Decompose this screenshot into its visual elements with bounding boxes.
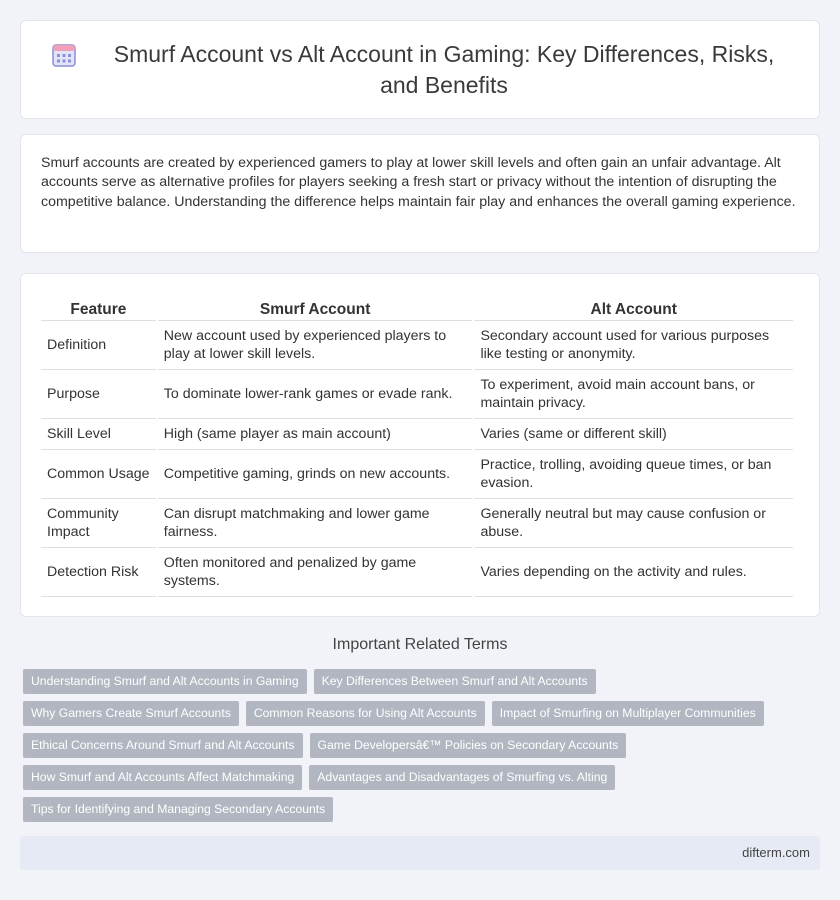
related-term-link[interactable]: Advantages and Disadvantages of Smurfing vs. Alting <box>309 765 615 790</box>
feature-cell: Detection Risk <box>41 548 156 597</box>
intro-card <box>20 134 820 253</box>
table-row <box>41 321 793 370</box>
table-row <box>41 419 793 450</box>
related-term-link[interactable]: Key Differences Between Smurf and Alt Accounts <box>314 669 596 694</box>
feature-cell: Skill Level <box>41 419 156 450</box>
related-terms-list <box>23 669 823 829</box>
feature-cell: Definition <box>41 321 156 370</box>
related-term-link[interactable]: Understanding Smurf and Alt Accounts in Gaming <box>23 669 307 694</box>
footer-site-link[interactable]: difterm.com <box>742 845 810 860</box>
column-header-feature: Feature <box>41 296 156 321</box>
smurf-cell: Often monitored and penalized by game systems. <box>158 548 473 597</box>
alt-cell: Generally neutral but may cause confusion or abuse. <box>474 499 793 548</box>
comparison-table <box>39 296 795 597</box>
table-row <box>41 548 793 597</box>
alt-cell: Varies (same or different skill) <box>474 419 793 450</box>
table-row <box>41 450 793 499</box>
alt-cell: To experiment, avoid main account bans, or maintain privacy. <box>474 370 793 419</box>
feature-cell: Community Impact <box>41 499 156 548</box>
feature-cell: Common Usage <box>41 450 156 499</box>
related-term-link[interactable]: Impact of Smurfing on Multiplayer Communities <box>492 701 764 726</box>
footer <box>20 836 820 870</box>
table-row <box>41 370 793 419</box>
smurf-cell: High (same player as main account) <box>158 419 473 450</box>
related-term-link[interactable]: Tips for Identifying and Managing Secondary Accounts <box>23 797 333 822</box>
table-header-row <box>41 296 793 321</box>
smurf-cell: To dominate lower-rank games or evade rank. <box>158 370 473 419</box>
page-title: Smurf Account vs Alt Account in Gaming: Key Differences, Risks, and Benefits <box>113 40 775 98</box>
alt-cell: Varies depending on the activity and rules. <box>474 548 793 597</box>
smurf-cell: New account used by experienced players to play at lower skill levels. <box>158 321 473 370</box>
column-header-smurf: Smurf Account <box>158 296 473 321</box>
related-term-link[interactable]: Ethical Concerns Around Smurf and Alt Accounts <box>23 733 303 758</box>
smurf-cell: Can disrupt matchmaking and lower game fairness. <box>158 499 473 548</box>
column-header-alt: Alt Account <box>474 296 793 321</box>
comparison-table-card <box>20 273 820 617</box>
related-term-link[interactable]: Why Gamers Create Smurf Accounts <box>23 701 239 726</box>
related-term-link[interactable]: Game Developersâ€™ Policies on Secondary Accounts <box>310 733 627 758</box>
table-row <box>41 499 793 548</box>
header-card <box>20 20 820 119</box>
smurf-cell: Competitive gaming, grinds on new accounts. <box>158 450 473 499</box>
related-term-link[interactable]: Common Reasons for Using Alt Accounts <box>246 701 485 726</box>
feature-cell: Purpose <box>41 370 156 419</box>
calendar-grid-icon <box>51 42 77 68</box>
alt-cell: Practice, trolling, avoiding queue times, or ban evasion. <box>474 450 793 499</box>
related-terms-heading: Important Related Terms <box>332 636 508 653</box>
alt-cell: Secondary account used for various purposes like testing or anonymity. <box>474 321 793 370</box>
intro-paragraph: Smurf accounts are created by experienced gamers to play at lower skill levels and often gain an unfair advantage. Alt accounts serve as alternative profiles for players seeking a fresh start or privacy without the intention of disrupting the competitive balance. Understanding the difference helps maintain fair play and enhances the overall gaming experience. <box>41 155 796 210</box>
related-term-link[interactable]: How Smurf and Alt Accounts Affect Matchmaking <box>23 765 302 790</box>
